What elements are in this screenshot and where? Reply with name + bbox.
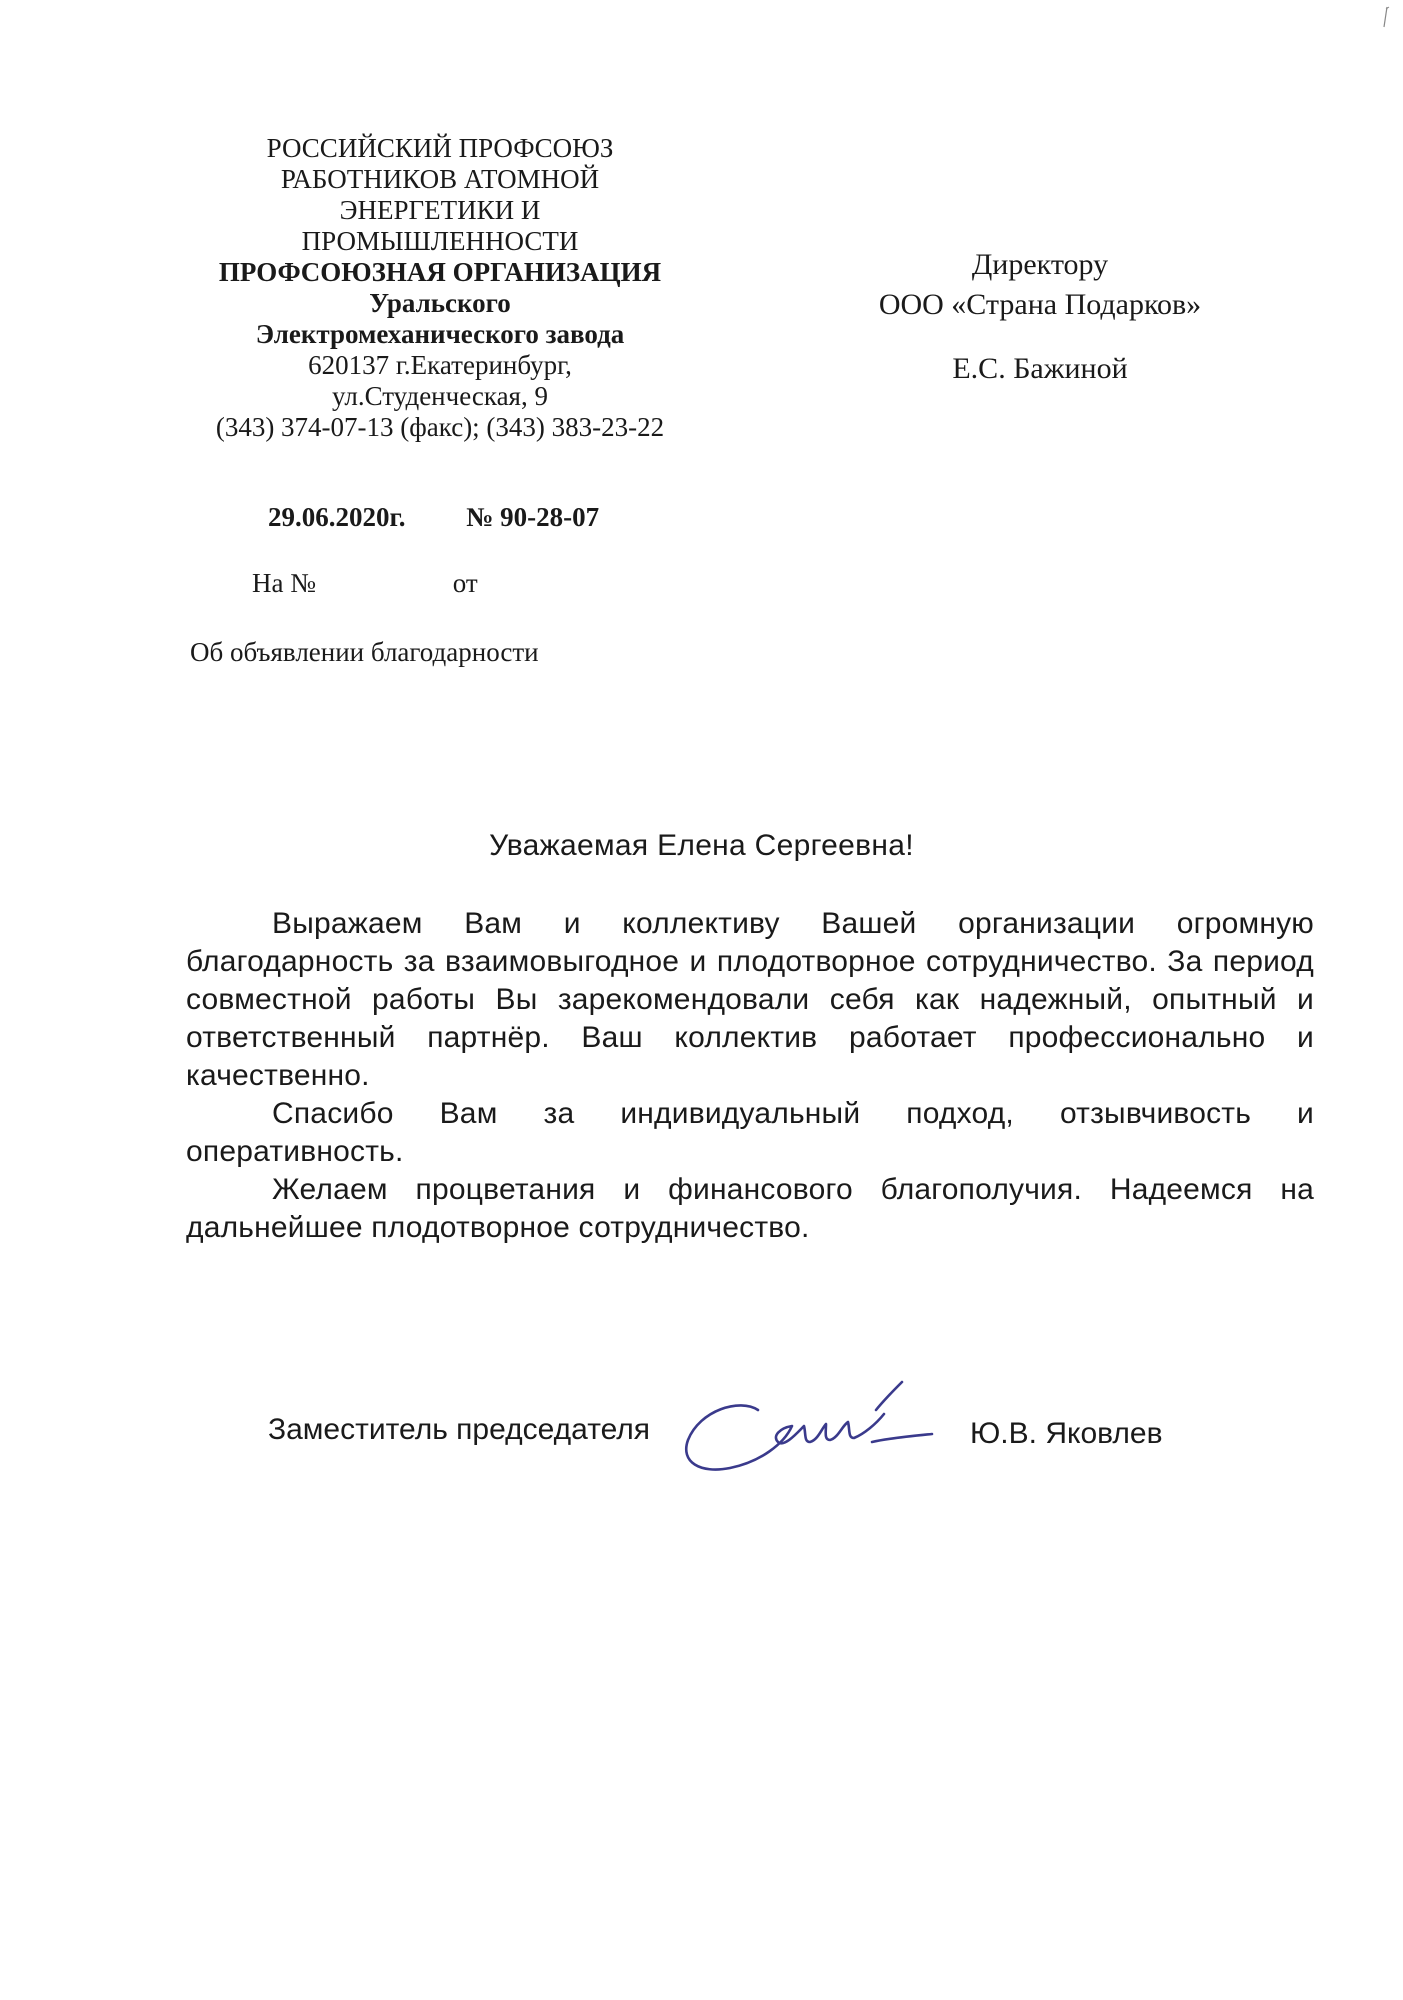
addressee-position: Директору (971, 248, 1109, 281)
addressee-name: Е.С. Бажиной (952, 352, 1128, 385)
handwritten-signature (680, 1370, 960, 1490)
org-name-line: Уральского (369, 288, 511, 318)
sender-line: ПРОМЫШЛЕННОСТИ (301, 226, 579, 256)
addressee-block (840, 245, 1240, 389)
signatory-name: Ю.В. Яковлев (970, 1417, 1163, 1450)
body-paragraph: Спасибо Вам за индивидуальный подход, отзывчивость и оперативность. (186, 1097, 1314, 1168)
letter-subject: Об объявлении благодарности (190, 637, 539, 667)
body-paragraph: Желаем процветания и финансового благополучия. Надеемся на дальнейшее плодотворное сотрудничество. (186, 1173, 1314, 1244)
reference-label: На № (252, 568, 316, 598)
sender-line: РОССИЙСКИЙ ПРОФСОЮЗ (266, 133, 614, 163)
signatory-title: Заместитель председателя (268, 1413, 651, 1446)
reference-row (252, 568, 478, 599)
sender-block (190, 133, 690, 443)
letter-meta (268, 502, 599, 533)
reference-from-label: от (452, 568, 478, 598)
addressee-company: ООО «Страна Подарков» (878, 288, 1202, 321)
sender-line: ЭНЕРГЕТИКИ И (339, 195, 541, 225)
greeting: Уважаемая Елена Сергеевна! (489, 829, 914, 862)
org-name-line: Электромеханического завода (255, 319, 625, 349)
corner-mark-icon (1377, 6, 1391, 28)
org-name-line: ПРОФСОЮЗНАЯ ОРГАНИЗАЦИЯ (218, 257, 662, 287)
address-line: ул.Студенческая, 9 (332, 381, 548, 411)
letter-body (186, 905, 1314, 1247)
letter-date: 29.06.2020г. (268, 502, 406, 532)
address-line: 620137 г.Екатеринбург, (308, 350, 572, 380)
letter-number: № 90-28-07 (466, 502, 600, 532)
phone-line: (343) 374-07-13 (факс); (343) 383-23-22 (215, 412, 665, 442)
body-paragraph: Выражаем Вам и коллективу Вашей организации огромную благодарность за взаимовыгодное и плодотворное сотрудничество. За период совместной работы Вы зарекомендовали себя как надежный, опытный и ответственный партнёр. Ваш коллектив работает профессионально и качественно. (186, 907, 1314, 1092)
sender-line: РАБОТНИКОВ АТОМНОЙ (280, 164, 600, 194)
